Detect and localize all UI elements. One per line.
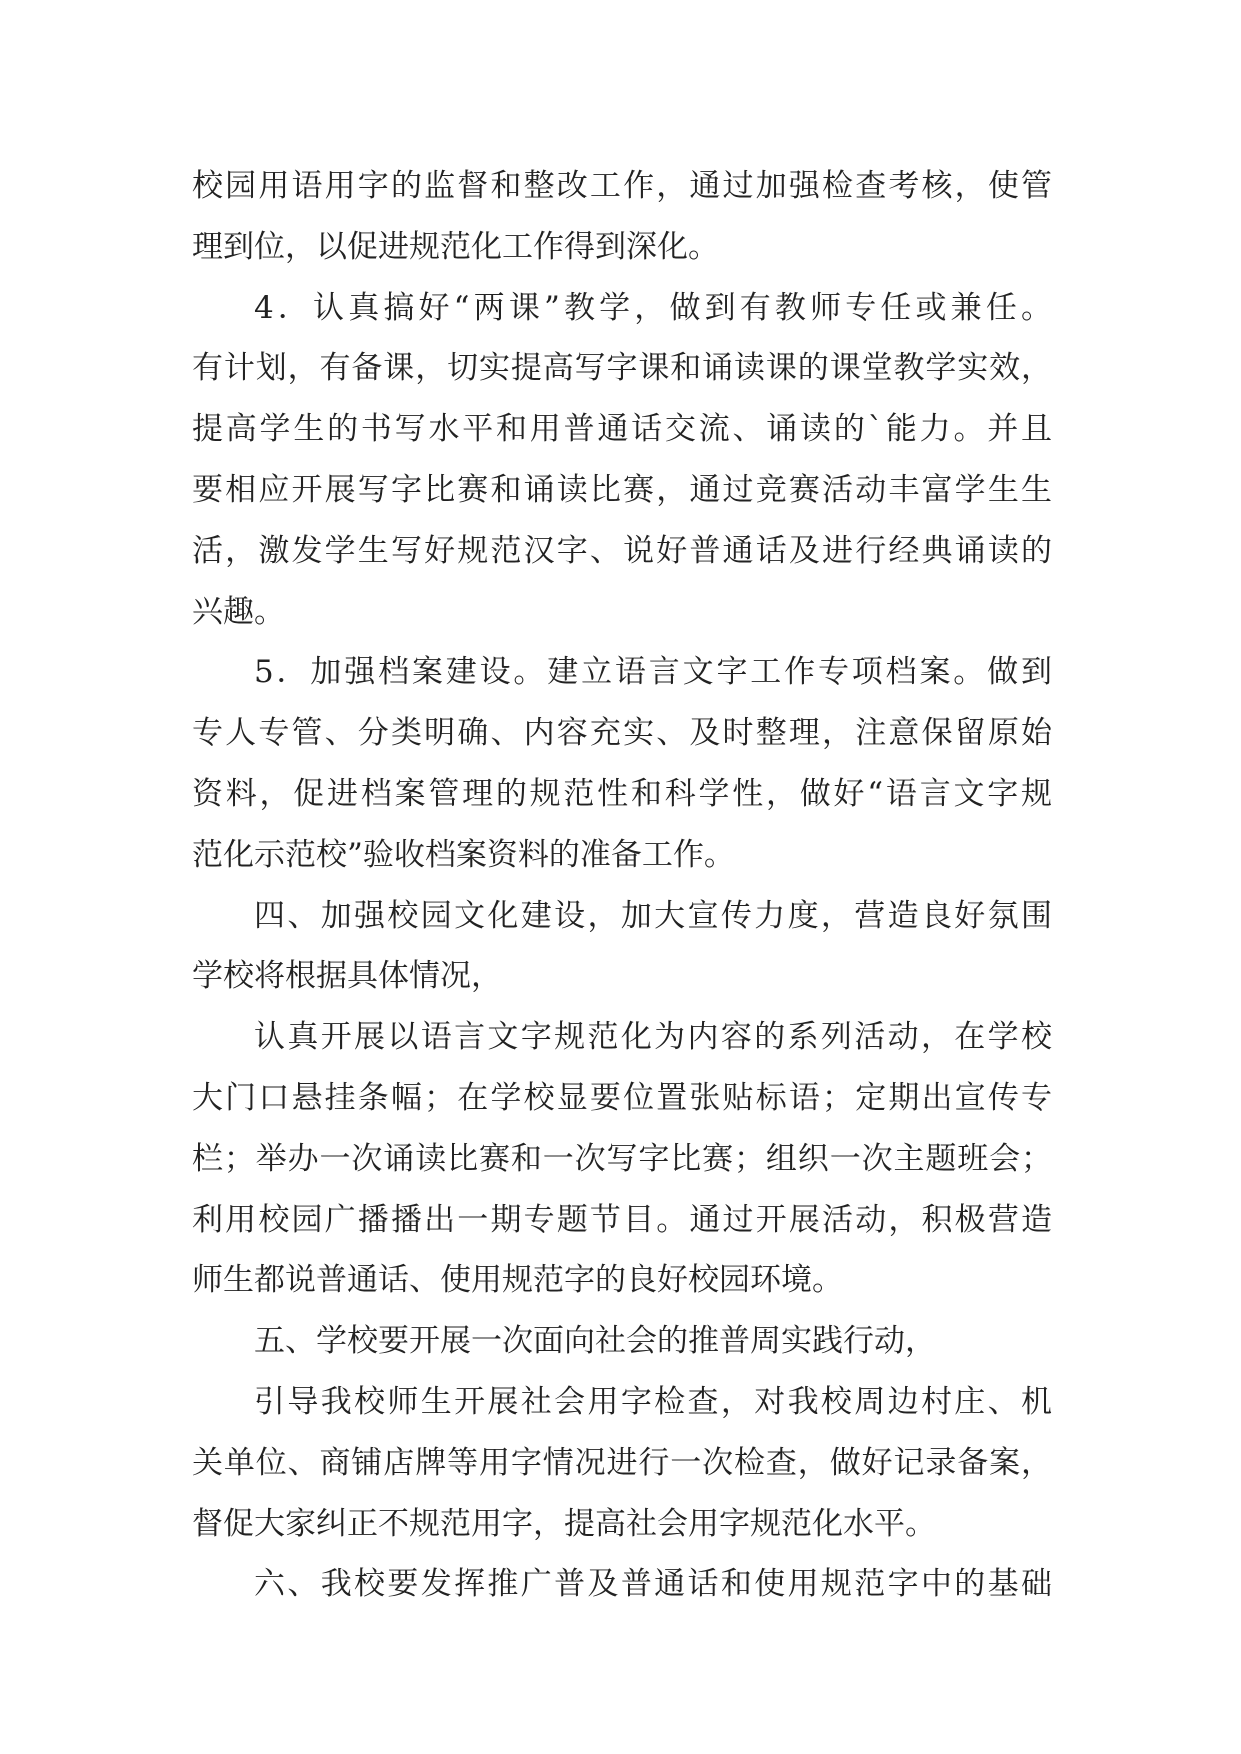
text-line: 栏；举办一次诵读比赛和一次写字比赛；组织一次主题班会； — [192, 1140, 1052, 1177]
text-line: 范化示范校”验收档案资料的准备工作。 — [192, 836, 735, 873]
text-line: 大门口悬挂条幅；在学校显要位置张贴标语；定期出宣传专 — [192, 1079, 1052, 1116]
text-line: 有计划，有备课，切实提高写字课和诵读课的课堂教学实效， — [192, 350, 1052, 387]
section-4-heading: 四、加强校园文化建设，加大宣传力度，营造良好氛围 — [254, 897, 1052, 934]
section-6-heading: 六、我校要发挥推广普及普通话和使用规范字中的基础 — [254, 1566, 1052, 1603]
section-5-heading: 五、学校要开展一次面向社会的推普周实践行动， — [254, 1323, 936, 1360]
text-line: 引导我校师生开展社会用字检查，对我校周边村庄、机 — [254, 1383, 1052, 1420]
text-line: 校园用语用字的监督和整改工作，通过加强检查考核，使管 — [192, 168, 1052, 204]
item-5-heading: 5．加强档案建设。建立语言文字工作专项档案。做到 — [254, 654, 1052, 691]
text-line: 督促大家纠正不规范用字，提高社会用字规范化水平。 — [192, 1505, 936, 1542]
text-line: 认真开展以语言文字规范化为内容的系列活动，在学校 — [254, 1019, 1052, 1056]
text-line: 提高学生的书写水平和用普通话交流、诵读的`能力。并且 — [192, 411, 1052, 448]
text-line: 理到位，以促进规范化工作得到深化。 — [192, 228, 719, 265]
text-line: 学校将根据具体情况， — [192, 958, 502, 995]
text-line: 师生都说普通话、使用规范字的良好校园环境。 — [192, 1262, 843, 1299]
text-line: 关单位、商铺店牌等用字情况进行一次检查，做好记录备案， — [192, 1444, 1052, 1481]
text-line: 活，激发学生写好规范汉字、说好普通话及进行经典诵读的 — [192, 532, 1052, 569]
text-line: 专人专管、分类明确、内容充实、及时整理，注意保留原始 — [192, 715, 1052, 752]
text-line: 资料，促进档案管理的规范性和科学性，做好“语言文字规 — [192, 775, 1052, 812]
document-body — [192, 156, 1052, 1615]
text-line: 兴趣。 — [192, 593, 285, 630]
text-line: 利用校园广播播出一期专题节目。通过开展活动，积极营造 — [192, 1201, 1052, 1238]
text-line: 要相应开展写字比赛和诵读比赛，通过竞赛活动丰富学生生 — [192, 471, 1052, 508]
item-4-heading: 4．认真搞好“两课”教学，做到有教师专任或兼任。 — [254, 289, 1052, 326]
